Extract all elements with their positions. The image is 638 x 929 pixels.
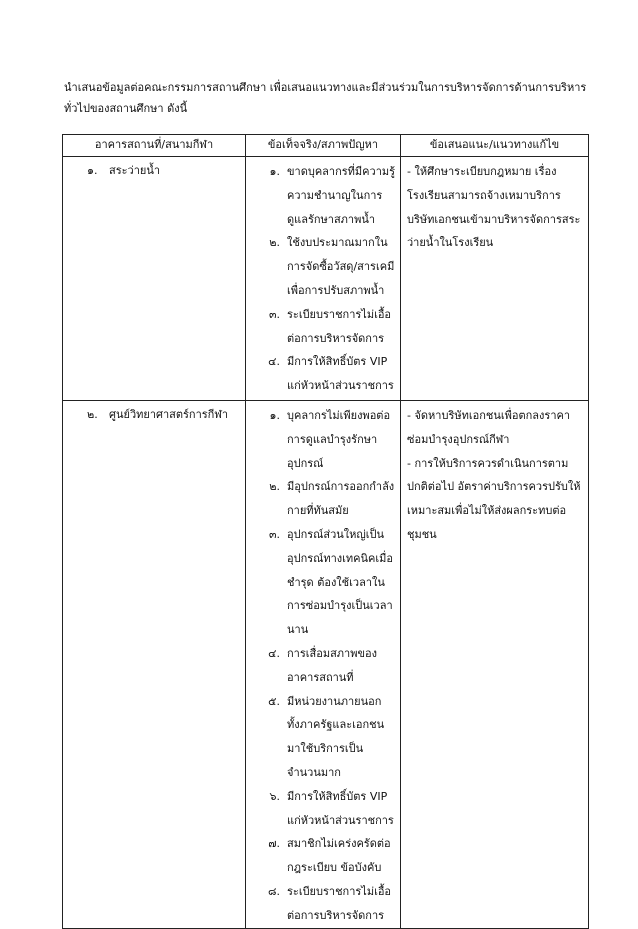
table-row: [63, 401, 589, 929]
header-suggestions: ข้อเสนอแนะ/แนวทางแก้ไข: [401, 135, 589, 157]
list-item: ๒. มีอุปกรณ์การออกกำลังกายที่ทันสมัย: [269, 480, 395, 518]
list-item: ๑. ขาดบุคลากรที่มีความรู้ความชำนาญในการดูแลรักษาสภาพน้ำ: [269, 165, 396, 226]
suggestions-cell: [401, 157, 589, 401]
list-item: ๓. อุปกรณ์ส่วนใหญ่เป็นอุปกรณ์ทางเทคนิคเมื่อชำรุด ต้องใช้เวลาในการซ่อมบำรุงเป็นเวลานาน: [268, 527, 394, 637]
list-item: ๔. การเสื่อมสภาพของอาคารสถานที่: [268, 646, 377, 684]
facility-number: ๒.: [87, 408, 98, 421]
facility-number: ๑.: [87, 164, 98, 177]
suggestions-cell: [401, 401, 589, 929]
table-row: [63, 157, 589, 401]
list-item: ๔. มีการให้สิทธิ์บัตร VIP แก่หัวหน้าส่วนราชการ: [268, 355, 394, 393]
suggestion-text: - การให้บริการควรดำเนินการตามปกติต่อไป อัตราค่าบริการควรปรับให้เหมาะสมเพื่อไม่ให้ส่งผลกระทบต่อชุมชน: [407, 456, 581, 541]
facility-cell: [63, 401, 246, 929]
intro-paragraph: [64, 77, 599, 119]
facility-cell: [63, 157, 246, 401]
list-item: ๖. มีการให้สิทธิ์บัตร VIP แก่หัวหน้าส่วนราชการ: [269, 789, 394, 827]
list-item: ๒. ใช้งบประมาณมากในการจัดซื้อวัสดุ/สารเคมีเพื่อการปรับสภาพน้ำ: [269, 236, 395, 297]
facility-name: ศูนย์วิทยาศาสตร์การกีฬา: [109, 408, 229, 421]
facts-cell: [246, 157, 401, 401]
header-facts: ข้อเท็จจริง/สภาพปัญหา: [246, 135, 401, 157]
intro-line-2: ทั่วไปของสถานศึกษา ดังนี้: [64, 102, 188, 115]
list-item: ๗. สมาชิกไม่เคร่งครัดต่อกฎระเบียบ ข้อบังคับ: [268, 837, 391, 875]
suggestion-text: - ให้ศึกษาระเบียบกฎหมาย เรื่องโรงเรียนสามารถจ้างเหมาบริการบริษัทเอกชนเข้ามาบริหารจัดการสระว่ายน้ำในโรงเรียน: [407, 165, 581, 250]
suggestion-text: - จัดหาบริษัทเอกชนเพื่อตกลงราคาซ่อมบำรุงอุปกรณ์กีฬา: [407, 409, 571, 446]
header-facility: อาคารสถานที่/สนามกีฬา: [63, 135, 246, 157]
list-item: ๘. ระเบียบราชการไม่เอื้อต่อการบริหารจัดการ: [268, 884, 392, 922]
list-item: ๕. มีหน่วยงานภายนอก ทั้งภาครัฐและเอกชนมาใช้บริการเป็นจำนวนมาก: [268, 694, 385, 779]
list-item: ๑. บุคลากรไม่เพียงพอต่อการดูแลบำรุงรักษาอุปกรณ์: [269, 409, 391, 470]
facts-cell: [246, 401, 401, 929]
facilities-table: [62, 134, 589, 929]
facility-name: สระว่ายน้ำ: [109, 164, 161, 177]
table-header-row: [63, 135, 589, 157]
list-item: ๓. ระเบียบราชการไม่เอื้อต่อการบริหารจัดการ: [268, 307, 392, 345]
intro-line-1: นำเสนอข้อมูลต่อคณะกรรมการสถานศึกษา เพื่อเสนอแนวทางและมีส่วนร่วมในการบริหารจัดการด้านการบริหาร: [64, 81, 587, 94]
